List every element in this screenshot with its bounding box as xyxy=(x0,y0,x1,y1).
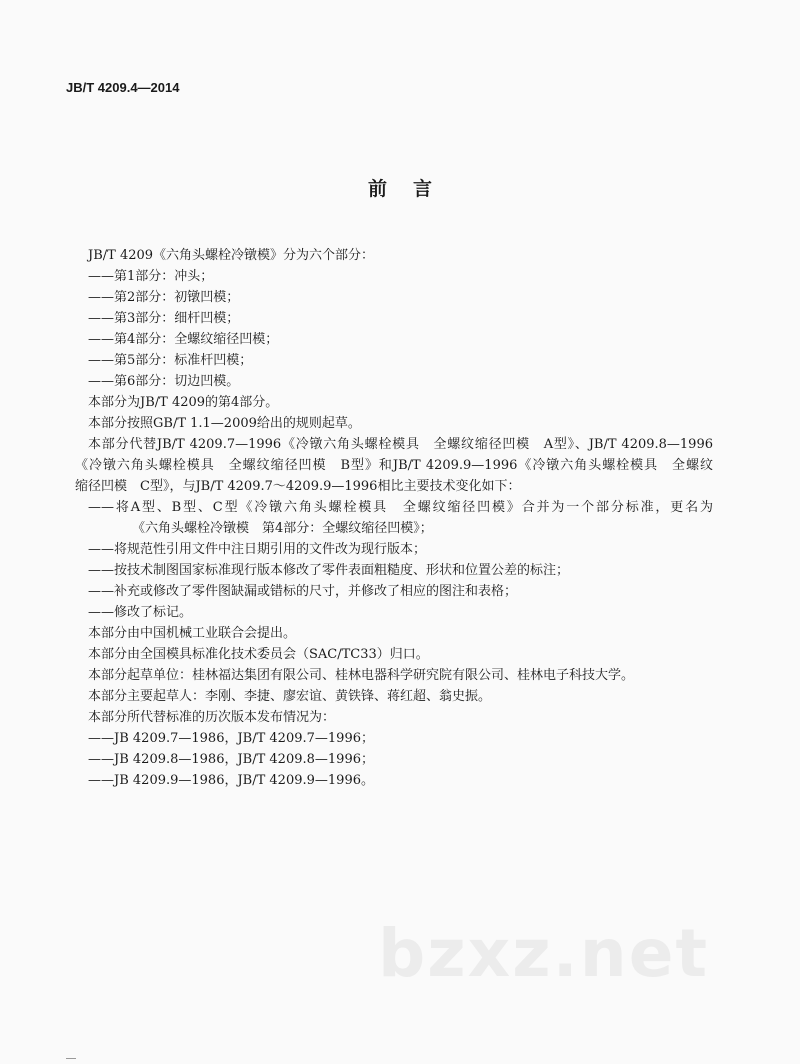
standard-number-header: JB/T 4209.4—2014 xyxy=(66,80,180,95)
text-line: 《六角头螺栓冷镦模 第4部分：全螺纹缩径凹模》； xyxy=(132,521,433,536)
foreword-body xyxy=(0,245,800,791)
list-item: ——将A型、B型、C型《冷镦六角头螺栓模具 全螺纹缩径凹模》合并为一个部分标准，更名为 xyxy=(88,500,713,515)
text-line: 本部分代替JB/T 4209.7—1996《冷镦六角头螺栓模具 全螺纹缩径凹模 A型》、JB/T 4209.8—1996 xyxy=(88,437,713,452)
list-item: ——第6部分：切边凹模。 xyxy=(88,374,240,389)
text-line: 本部分所代替标准的历次版本发布情况为： xyxy=(88,710,336,725)
list-item: ——第3部分：细杆凹模； xyxy=(88,311,240,326)
text-line: JB/T 4209《六角头螺栓冷镦模》分为六个部分： xyxy=(88,248,375,263)
list-item: ——第1部分：冲头； xyxy=(88,269,214,284)
list-item: ——JB 4209.9—1986，JB/T 4209.9—1996。 xyxy=(88,773,374,788)
text-line: 本部分由全国模具标准化技术委员会（SAC/TC33）归口。 xyxy=(88,647,429,662)
list-item: ——JB 4209.8—1986，JB/T 4209.8—1996； xyxy=(88,752,374,767)
list-item: ——按技术制图国家标准现行版本修改了零件表面粗糙度、形状和位置公差的标注； xyxy=(88,563,570,578)
page-title: 前言 xyxy=(367,178,458,200)
text-line: 本部分起草单位：桂林福达集团有限公司、桂林电器科学研究院有限公司、桂林电子科技大学。 xyxy=(88,668,635,683)
list-item: ——将规范性引用文件中注日期引用的文件改为现行版本； xyxy=(88,542,427,557)
text-line: 缩径凹模 C型》，与JB/T 4209.7～4209.9—1996相比主要技术变化如下： xyxy=(75,479,521,494)
footer-mark xyxy=(66,1058,76,1059)
text-line: 《冷镦六角头螺栓模具 全螺纹缩径凹模 B型》和JB/T 4209.9—1996《冷镦六角头螺栓模具 全螺纹 xyxy=(75,458,713,473)
list-item: ——修改了标记。 xyxy=(88,605,193,620)
text-line: 本部分由中国机械工业联合会提出。 xyxy=(88,626,297,641)
watermark: bzxz.net xyxy=(378,915,710,992)
text-line: 本部分主要起草人：李刚、李捷、廖宏谊、黄铁锋、蒋红超、翁史振。 xyxy=(88,689,492,704)
list-item: ——第4部分：全螺纹缩径凹模； xyxy=(88,332,279,347)
list-item: ——第2部分：初镦凹模； xyxy=(88,290,240,305)
list-item: ——第5部分：标准杆凹模； xyxy=(88,353,253,368)
text-line: 本部分按照GB/T 1.1—2009给出的规则起草。 xyxy=(88,416,361,431)
list-item: ——补充或修改了零件图缺漏或错标的尺寸，并修改了相应的图注和表格； xyxy=(88,584,518,599)
list-item: ——JB 4209.7—1986，JB/T 4209.7—1996； xyxy=(88,731,374,746)
text-line: 本部分为JB/T 4209的第4部分。 xyxy=(88,395,279,410)
